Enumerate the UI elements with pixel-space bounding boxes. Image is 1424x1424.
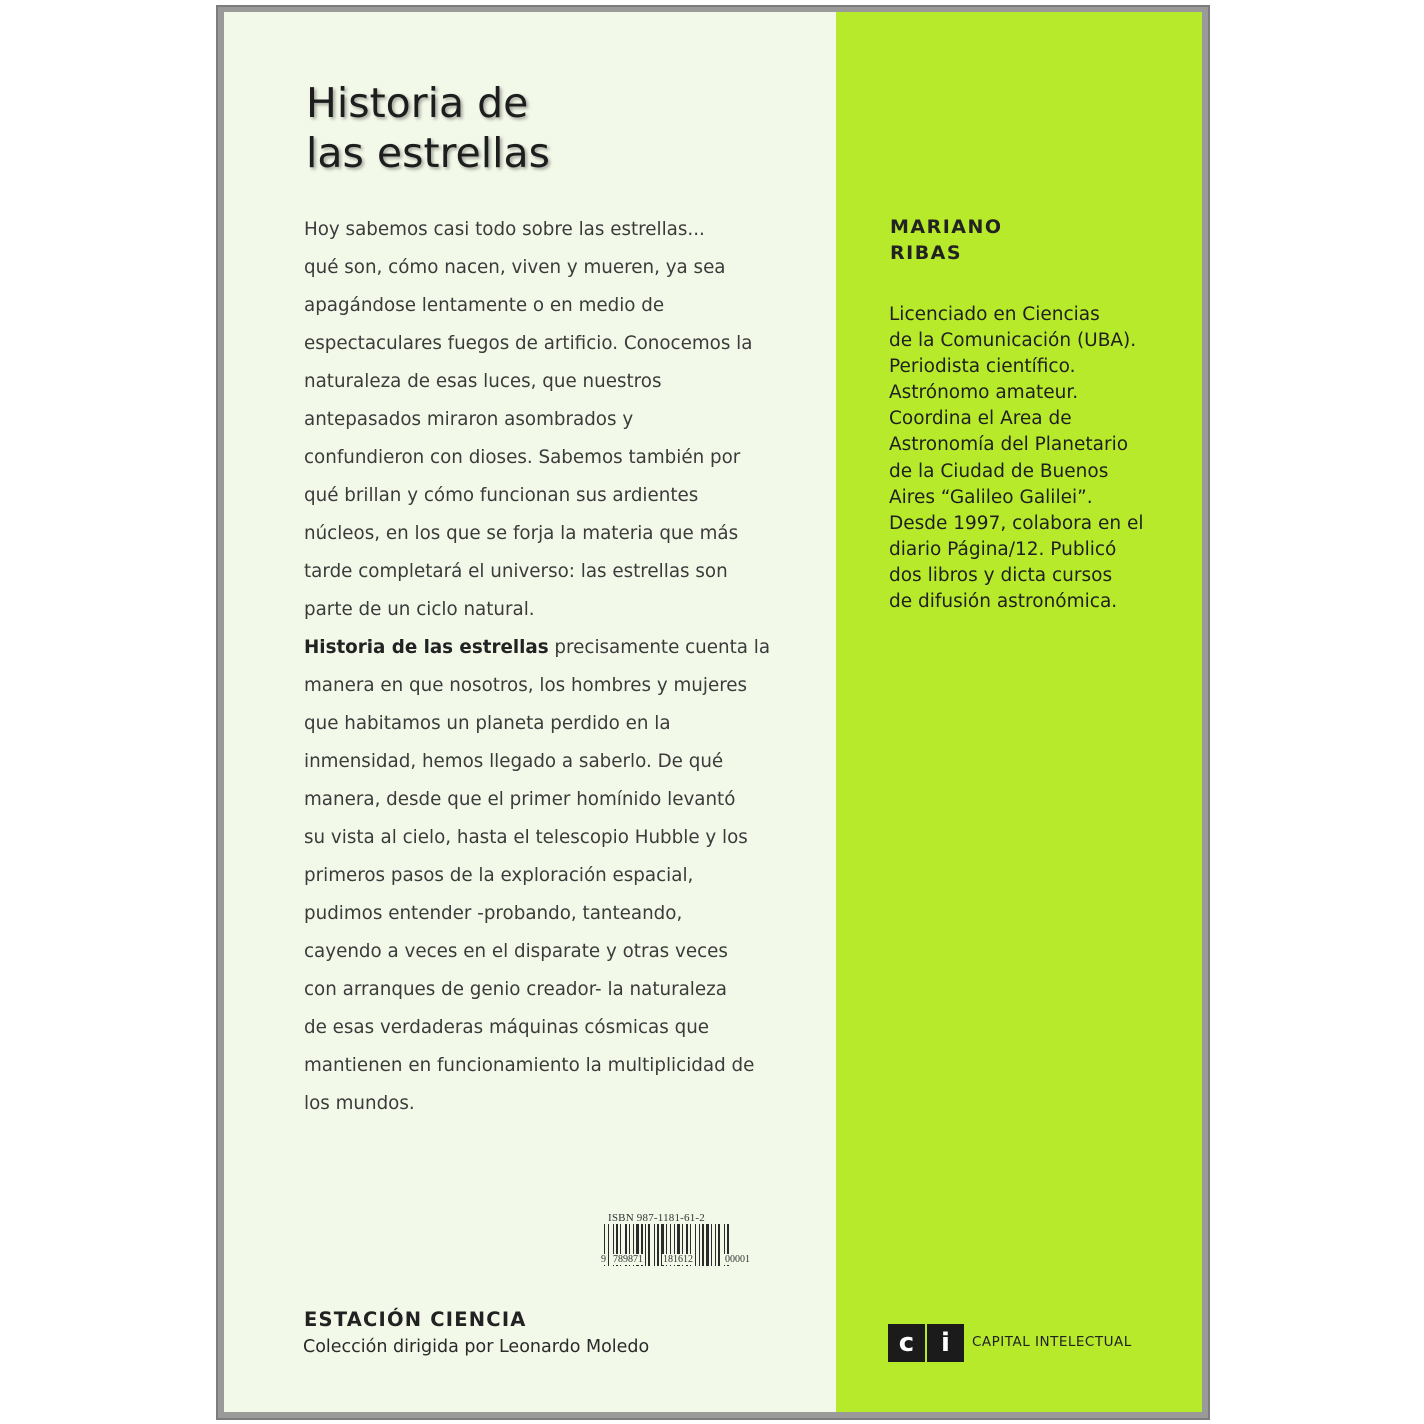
title-line: las estrellas bbox=[306, 129, 551, 177]
publisher-logo bbox=[888, 1324, 964, 1362]
synopsis-line: tarde completará el universo: las estrellas son bbox=[304, 561, 728, 582]
author-name bbox=[890, 214, 1003, 266]
synopsis-line: antepasados miraron asombrados y bbox=[304, 409, 634, 430]
synopsis-line: pudimos entender -probando, tanteando, bbox=[304, 903, 683, 924]
barcode-digit-group: 789871 bbox=[613, 1254, 643, 1265]
synopsis-line: manera, desde que el primer homínido levantó bbox=[304, 789, 736, 810]
barcode-digit-group: 00001 bbox=[725, 1254, 750, 1265]
bio-line: diario Página/12. Publicó bbox=[889, 538, 1117, 560]
synopsis-text: precisamente cuenta la bbox=[548, 637, 771, 658]
bio-line: Periodista científico. bbox=[889, 356, 1076, 378]
author-line: RIBAS bbox=[890, 242, 963, 264]
logo-letter: i bbox=[927, 1324, 964, 1362]
synopsis-line: Hoy sabemos casi todo sobre las estrellas... bbox=[304, 219, 705, 240]
title-mention: Historia de las estrellas bbox=[304, 637, 549, 658]
synopsis-line: primeros pasos de la exploración espacial, bbox=[304, 865, 694, 886]
synopsis-line: apagándose lentamente o en medio de bbox=[304, 295, 665, 316]
synopsis-line: mantienen en funcionamiento la multiplicidad de bbox=[304, 1055, 755, 1076]
author-bio bbox=[889, 302, 1189, 615]
series-subtitle: Colección dirigida por Leonardo Moledo bbox=[303, 1337, 650, 1357]
bio-line: Aires “Galileo Galilei”. bbox=[889, 486, 1093, 508]
bio-line: Coordina el Area de bbox=[889, 408, 1072, 430]
synopsis-line: núcleos, en los que se forja la materia que más bbox=[304, 523, 739, 544]
synopsis-line: con arranques de genio creador- la naturaleza bbox=[304, 979, 727, 1000]
synopsis-line bbox=[304, 629, 794, 667]
synopsis-line: de esas verdaderas máquinas cósmicas que bbox=[304, 1017, 710, 1038]
synopsis-line: qué son, cómo nacen, viven y mueren, ya sea bbox=[304, 257, 726, 278]
synopsis-line: cayendo a veces en el disparate y otras veces bbox=[304, 941, 728, 962]
synopsis-line: naturaleza de esas luces, que nuestros bbox=[304, 371, 662, 392]
barcode-digits bbox=[600, 1254, 772, 1268]
synopsis-line: que habitamos un planeta perdido en la bbox=[304, 713, 671, 734]
barcode-digit-group: 9 bbox=[601, 1254, 606, 1265]
bio-line: Astrónomo amateur. bbox=[889, 382, 1079, 404]
bio-line: de difusión astronómica. bbox=[889, 591, 1118, 613]
publisher-name: CAPITAL INTELECTUAL bbox=[972, 1334, 1132, 1350]
synopsis bbox=[304, 211, 794, 1123]
book-title bbox=[306, 78, 806, 178]
bio-line: Desde 1997, colabora en el bbox=[889, 512, 1144, 534]
synopsis-line: espectaculares fuegos de artificio. Conocemos la bbox=[304, 333, 753, 354]
bio-line: dos libros y dicta cursos bbox=[889, 564, 1113, 586]
synopsis-line: los mundos. bbox=[304, 1093, 415, 1114]
series-title: ESTACIÓN CIENCIA bbox=[304, 1308, 527, 1331]
synopsis-line: qué brillan y cómo funcionan sus ardientes bbox=[304, 485, 699, 506]
synopsis-line: parte de un ciclo natural. bbox=[304, 599, 535, 620]
author-line: MARIANO bbox=[890, 216, 1003, 238]
logo-letter: c bbox=[888, 1324, 925, 1362]
synopsis-line: inmensidad, hemos llegado a saberlo. De qué bbox=[304, 751, 724, 772]
isbn-label: ISBN 987-1181-61-2 bbox=[608, 1212, 705, 1224]
bio-line: Astronomía del Planetario bbox=[889, 434, 1129, 456]
bio-line: de la Comunicación (UBA). bbox=[889, 330, 1137, 352]
synopsis-line: su vista al cielo, hasta el telescopio Hubble y los bbox=[304, 827, 748, 848]
title-line: Historia de bbox=[306, 79, 529, 127]
barcode-digit-group: 181612 bbox=[663, 1254, 693, 1265]
bio-line: Licenciado en Ciencias bbox=[889, 304, 1100, 325]
bio-line: de la Ciudad de Buenos bbox=[889, 460, 1109, 482]
synopsis-line: confundieron con dioses. Sabemos también por bbox=[304, 447, 741, 468]
synopsis-line: manera en que nosotros, los hombres y mujeres bbox=[304, 675, 748, 696]
